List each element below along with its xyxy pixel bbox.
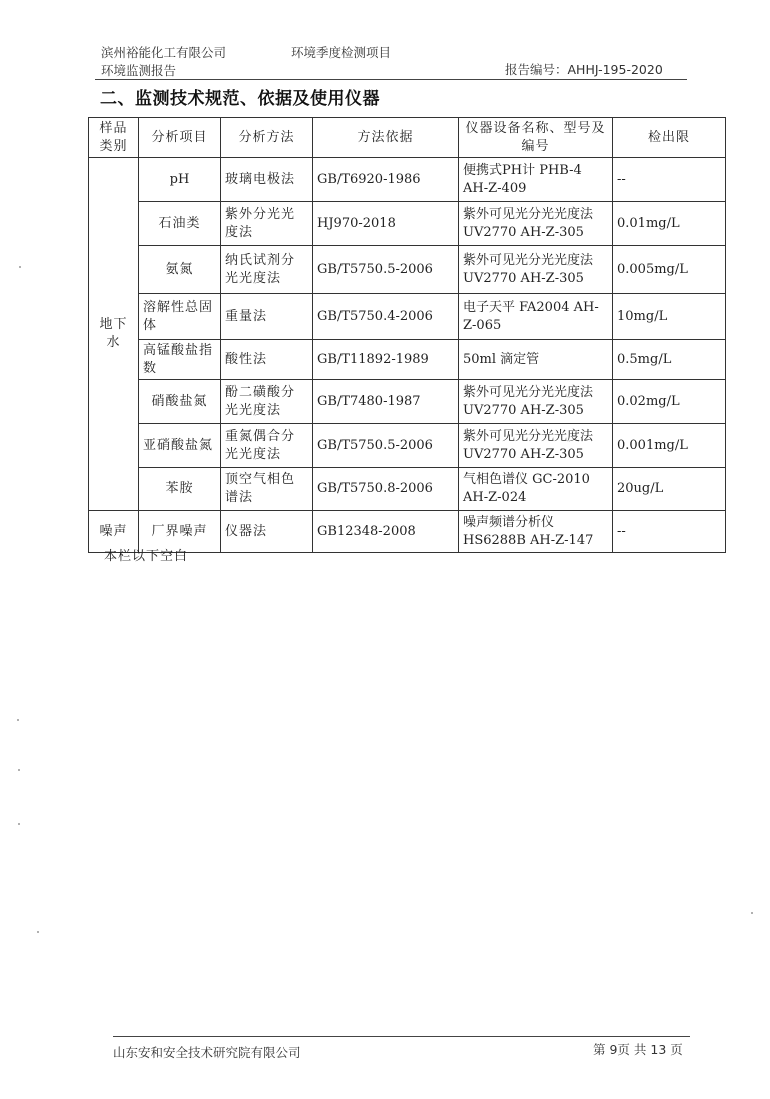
cell-basis: GB/T5750.8-2006 — [313, 468, 459, 511]
cell-item: 厂界噪声 — [139, 511, 221, 553]
scan-speck — [18, 769, 20, 771]
scan-speck — [17, 719, 19, 721]
cell-limit: -- — [613, 158, 726, 202]
cell-item: 亚硝酸盐氮 — [139, 424, 221, 468]
cell-instrument: 便携式PH计 PHB-4 AH-Z-409 — [459, 158, 613, 202]
header-item: 分析项目 — [139, 118, 221, 158]
cell-basis: GB/T7480-1987 — [313, 380, 459, 424]
cell-limit: 0.001mg/L — [613, 424, 726, 468]
cell-method: 仪器法 — [221, 511, 313, 553]
footer-divider — [113, 1036, 690, 1037]
cell-method: 紫外分光光度法 — [221, 202, 313, 246]
cell-limit: 0.01mg/L — [613, 202, 726, 246]
header-divider — [95, 79, 687, 80]
cell-limit: 0.5mg/L — [613, 340, 726, 380]
cell-limit: 10mg/L — [613, 294, 726, 340]
table-header-row — [89, 118, 726, 158]
table-row — [89, 340, 726, 380]
table-row — [89, 246, 726, 294]
cell-item: 石油类 — [139, 202, 221, 246]
table-row — [89, 202, 726, 246]
cell-instrument: 电子天平 FA2004 AH-Z-065 — [459, 294, 613, 340]
cell-basis: GB/T6920-1986 — [313, 158, 459, 202]
company-name: 滨州裕能化工有限公司 — [101, 45, 227, 60]
footer-institute: 山东安和安全技术研究院有限公司 — [113, 1045, 301, 1060]
section-title: 二、监测技术规范、依据及使用仪器 — [100, 89, 380, 109]
category-noise: 噪声 — [89, 511, 139, 553]
footer-page-number: 第 9页 共 13 页 — [593, 1042, 683, 1057]
category-groundwater: 地下水 — [89, 158, 139, 511]
scan-speck — [37, 931, 39, 933]
methods-table — [88, 117, 726, 553]
cell-limit: 0.005mg/L — [613, 246, 726, 294]
project-name: 环境季度检测项目 — [291, 45, 392, 60]
cell-instrument: 50ml 滴定管 — [459, 340, 613, 380]
cell-method: 纳氏试剂分光光度法 — [221, 246, 313, 294]
cell-item: 高锰酸盐指数 — [139, 340, 221, 380]
cell-method: 酚二磺酸分光光度法 — [221, 380, 313, 424]
table-row — [89, 380, 726, 424]
cell-item: pH — [139, 158, 221, 202]
cell-instrument: 紫外可见光分光光度法 UV2770 AH-Z-305 — [459, 424, 613, 468]
cell-instrument: 噪声频谱分析仪 HS6288B AH-Z-147 — [459, 511, 613, 553]
cell-item: 溶解性总固体 — [139, 294, 221, 340]
scan-speck — [751, 912, 753, 914]
cell-limit: 20ug/L — [613, 468, 726, 511]
report-number: 报告编号：AHHJ-195-2020 — [505, 62, 663, 77]
scan-speck — [19, 266, 21, 268]
table-row — [89, 424, 726, 468]
cell-instrument: 气相色谱仪 GC-2010 AH-Z-024 — [459, 468, 613, 511]
cell-limit: -- — [613, 511, 726, 553]
scan-speck — [18, 823, 20, 825]
cell-instrument: 紫外可见光分光光度法 UV2770 AH-Z-305 — [459, 202, 613, 246]
cell-limit: 0.02mg/L — [613, 380, 726, 424]
cell-basis: GB/T5750.5-2006 — [313, 246, 459, 294]
header-sample-category: 样品类别 — [89, 118, 139, 158]
cell-method: 重量法 — [221, 294, 313, 340]
cell-basis: HJ970-2018 — [313, 202, 459, 246]
cell-basis: GB/T11892-1989 — [313, 340, 459, 380]
cell-instrument: 紫外可见光分光光度法 UV2770 AH-Z-305 — [459, 246, 613, 294]
cell-method: 玻璃电极法 — [221, 158, 313, 202]
cell-method: 重氮偶合分光光度法 — [221, 424, 313, 468]
cell-item: 氨氮 — [139, 246, 221, 294]
cell-method: 酸性法 — [221, 340, 313, 380]
cell-basis: GB/T5750.5-2006 — [313, 424, 459, 468]
table-row — [89, 468, 726, 511]
end-note: 本栏以下空白 — [104, 549, 189, 564]
cell-instrument: 紫外可见光分光光度法 UV2770 AH-Z-305 — [459, 380, 613, 424]
report-type: 环境监测报告 — [101, 63, 177, 78]
cell-item: 苯胺 — [139, 468, 221, 511]
table-row — [89, 294, 726, 340]
header-basis: 方法依据 — [313, 118, 459, 158]
cell-basis: GB/T5750.4-2006 — [313, 294, 459, 340]
header-instrument: 仪器设备名称、型号及编号 — [459, 118, 613, 158]
cell-method: 顶空气相色谱法 — [221, 468, 313, 511]
header-limit: 检出限 — [613, 118, 726, 158]
cell-basis: GB12348-2008 — [313, 511, 459, 553]
cell-item: 硝酸盐氮 — [139, 380, 221, 424]
table-row — [89, 158, 726, 202]
header-method: 分析方法 — [221, 118, 313, 158]
